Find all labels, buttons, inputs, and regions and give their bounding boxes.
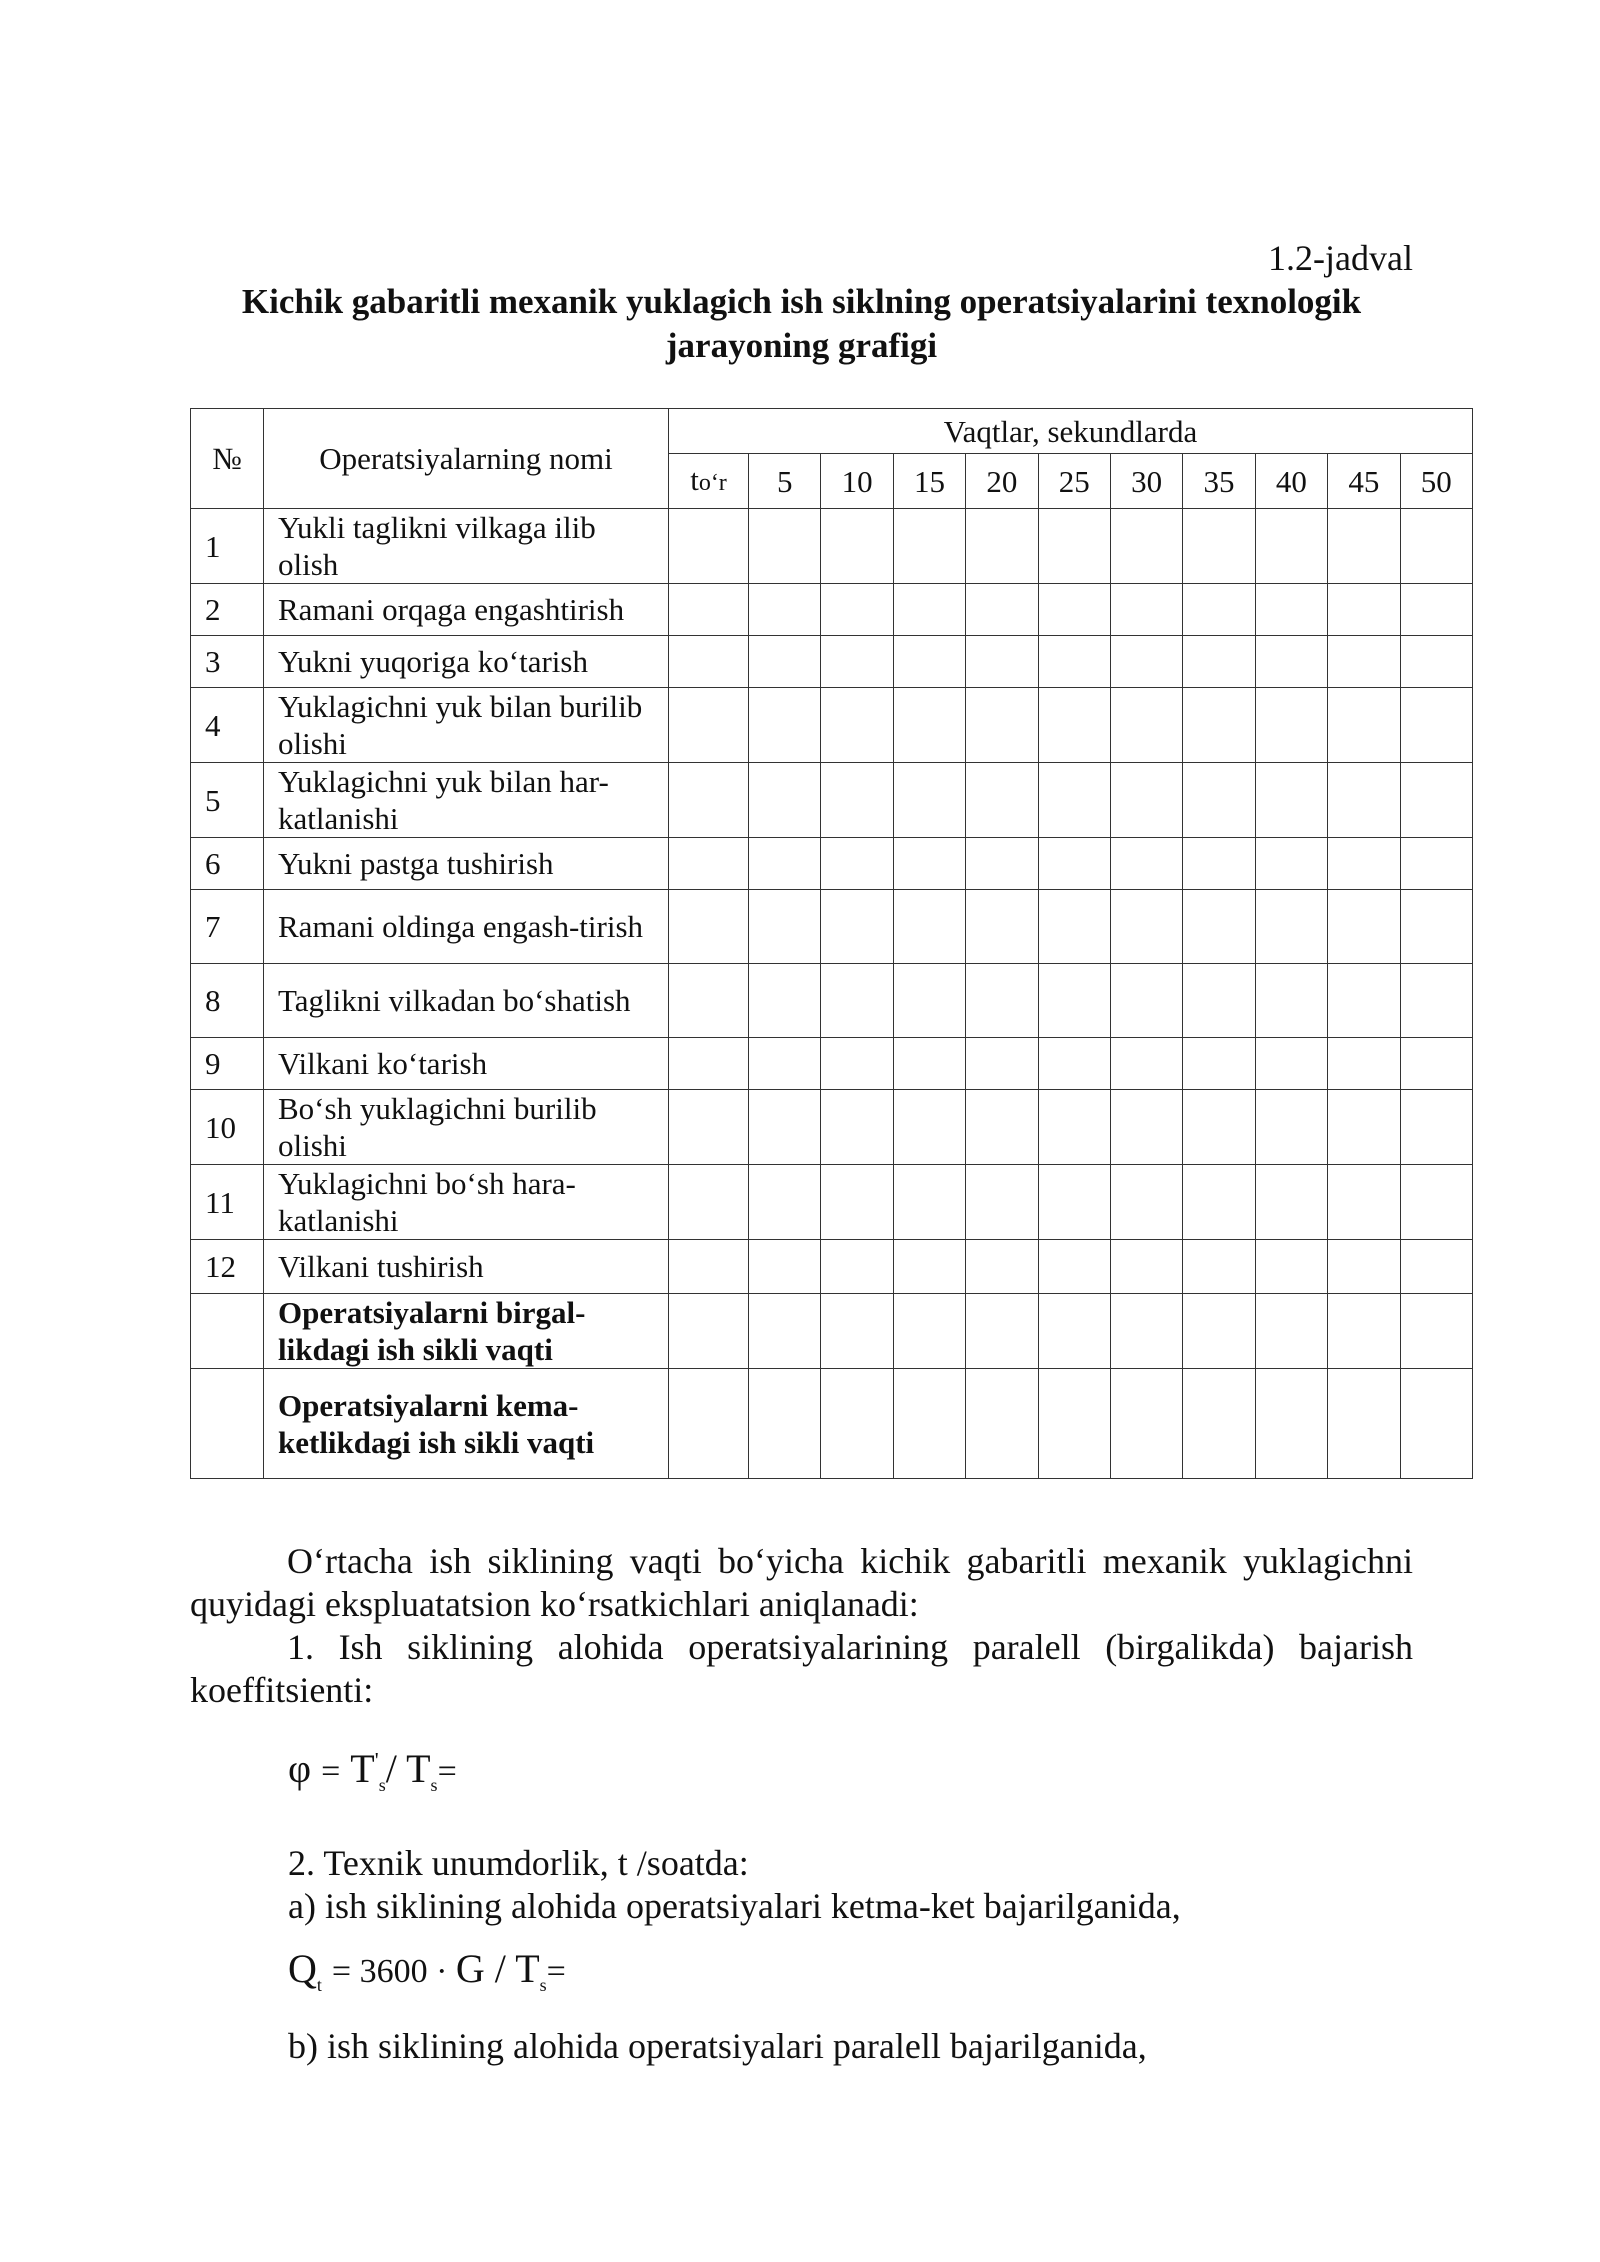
time-cell — [1400, 1369, 1472, 1479]
time-cell — [669, 584, 749, 636]
time-cell — [1038, 1165, 1110, 1240]
time-cell — [1038, 890, 1110, 964]
time-cell — [1110, 1240, 1182, 1294]
time-cell — [1110, 688, 1182, 763]
time-cell — [1400, 964, 1472, 1038]
time-cell — [893, 1294, 965, 1369]
time-cell — [1110, 1038, 1182, 1090]
operation-name: Ramani oldinga engash-tirish — [264, 890, 669, 964]
operation-name: Bo‘sh yuklagichni burilib olishi — [264, 1090, 669, 1165]
time-cell — [1183, 1294, 1255, 1369]
time-cell — [893, 763, 965, 838]
time-cell — [1400, 890, 1472, 964]
time-cell — [669, 838, 749, 890]
operation-name: Yuklagichni yuk bilan har-katlanishi — [264, 763, 669, 838]
s-subscript: s — [539, 1975, 547, 1995]
time-cell — [1328, 636, 1400, 688]
time-cell — [669, 1294, 749, 1369]
row-number: 7 — [191, 890, 264, 964]
time-cell — [1328, 584, 1400, 636]
time-cell — [966, 763, 1038, 838]
time-cell — [966, 509, 1038, 584]
time-cell — [966, 688, 1038, 763]
row-number-empty — [191, 1369, 264, 1479]
table-row — [191, 636, 1473, 688]
summary-row — [191, 1294, 1473, 1369]
time-cell — [1183, 763, 1255, 838]
time-cell — [821, 509, 893, 584]
time-cell — [966, 1038, 1038, 1090]
time-cell — [893, 1165, 965, 1240]
header-operation-name: Operatsiyalarning nomi — [264, 409, 669, 509]
time-cell — [821, 688, 893, 763]
time-cell — [821, 763, 893, 838]
summary-label: Operatsiyalarni birgal-likdagi ish sikli vaqti — [264, 1294, 669, 1369]
time-cell — [1183, 1165, 1255, 1240]
time-cell — [821, 636, 893, 688]
time-cell — [1038, 838, 1110, 890]
slash-symbol: / — [494, 1946, 506, 1991]
time-cell — [1400, 584, 1472, 636]
summary-row — [191, 1369, 1473, 1479]
time-cell — [1255, 1240, 1327, 1294]
time-cell — [1183, 964, 1255, 1038]
row-number: 9 — [191, 1038, 264, 1090]
time-cell — [669, 763, 749, 838]
table-row — [191, 584, 1473, 636]
time-cell — [1110, 1165, 1182, 1240]
time-cell — [1110, 509, 1182, 584]
table-row — [191, 1165, 1473, 1240]
row-number: 3 — [191, 636, 264, 688]
table-title-line2: jarayoning grafigi — [665, 326, 938, 365]
t-symbol: T — [515, 1946, 540, 1991]
time-cell — [1255, 1165, 1327, 1240]
time-cell — [893, 964, 965, 1038]
time-cell — [1400, 509, 1472, 584]
time-cell — [749, 1165, 821, 1240]
time-cell — [1038, 1369, 1110, 1479]
time-cell — [1328, 1038, 1400, 1090]
time-cell — [966, 584, 1038, 636]
operation-name: Vilkani ko‘tarish — [264, 1038, 669, 1090]
time-cell — [1110, 763, 1182, 838]
header-number: № — [191, 409, 264, 509]
time-cell — [1255, 838, 1327, 890]
time-cell — [821, 964, 893, 1038]
time-cell — [1183, 890, 1255, 964]
time-cell — [669, 636, 749, 688]
time-cell — [1038, 584, 1110, 636]
time-cell — [1038, 1294, 1110, 1369]
time-cell — [893, 1090, 965, 1165]
time-cell — [1255, 763, 1327, 838]
time-cell — [749, 1240, 821, 1294]
time-cell — [1038, 1038, 1110, 1090]
s-subscript: s — [378, 1775, 386, 1795]
time-cell — [893, 584, 965, 636]
paragraph-item2a: a) ish siklining alohida operatsiyalari ketma-ket bajarilganida, — [288, 1886, 1181, 1926]
time-cell — [1400, 688, 1472, 763]
time-cell — [966, 1240, 1038, 1294]
formula-q — [288, 1945, 566, 1996]
time-cell — [821, 1165, 893, 1240]
time-cell — [1038, 964, 1110, 1038]
time-cell — [1400, 1038, 1472, 1090]
phi-symbol: φ — [288, 1746, 312, 1791]
row-number: 12 — [191, 1240, 264, 1294]
time-cell — [1328, 509, 1400, 584]
s-subscript: s — [430, 1775, 438, 1795]
table-title — [190, 280, 1413, 368]
t-symbol: T — [350, 1746, 375, 1791]
time-cell — [1255, 1038, 1327, 1090]
g-symbol: G — [455, 1946, 485, 1991]
time-cell — [821, 1369, 893, 1479]
table-row — [191, 1240, 1473, 1294]
time-cell — [893, 636, 965, 688]
time-cell — [893, 838, 965, 890]
t-subscript: t — [316, 1975, 322, 1995]
time-cell — [966, 1165, 1038, 1240]
time-cell — [893, 1038, 965, 1090]
header-tick: 35 — [1183, 454, 1255, 509]
table-row — [191, 763, 1473, 838]
time-cell — [1110, 1369, 1182, 1479]
time-cell — [966, 1369, 1038, 1479]
time-cell — [749, 763, 821, 838]
time-cell — [1255, 1090, 1327, 1165]
equals-sign: = — [321, 1753, 341, 1790]
row-number: 4 — [191, 688, 264, 763]
time-cell — [1110, 584, 1182, 636]
time-cell — [1255, 1369, 1327, 1479]
table-row — [191, 688, 1473, 763]
time-cell — [1328, 964, 1400, 1038]
time-cell — [1255, 584, 1327, 636]
table-row — [191, 1038, 1473, 1090]
header-tick: 40 — [1255, 454, 1327, 509]
paragraph-item1: 1. Ish siklining alohida operatsiyalarining paralell (birgalikda) bajarish koeffitsienti: — [190, 1627, 1413, 1710]
time-cell — [749, 838, 821, 890]
row-number: 1 — [191, 509, 264, 584]
time-cell — [1400, 1165, 1472, 1240]
table-title-line1: Kichik gabaritli mexanik yuklagich ish siklning operatsiyalarini texnologik — [241, 282, 1362, 321]
header-tick: 10 — [821, 454, 893, 509]
time-cell — [821, 584, 893, 636]
time-cell — [1328, 688, 1400, 763]
row-number: 11 — [191, 1165, 264, 1240]
formula-phi — [288, 1745, 457, 1796]
time-cell — [821, 1038, 893, 1090]
time-cell — [1110, 964, 1182, 1038]
time-cell — [1110, 838, 1182, 890]
time-cell — [1255, 964, 1327, 1038]
table-reference: 1.2-jadval — [1268, 238, 1413, 278]
time-cell — [1183, 1369, 1255, 1479]
header-tick: 20 — [966, 454, 1038, 509]
time-cell — [749, 1038, 821, 1090]
time-cell — [1328, 1294, 1400, 1369]
time-cell — [669, 1090, 749, 1165]
time-cell — [749, 584, 821, 636]
table-row — [191, 838, 1473, 890]
time-cell — [821, 890, 893, 964]
time-cell — [669, 1038, 749, 1090]
time-cell — [966, 1294, 1038, 1369]
header-tick: 15 — [893, 454, 965, 509]
row-number-empty — [191, 1294, 264, 1369]
time-cell — [966, 890, 1038, 964]
time-cell — [1038, 636, 1110, 688]
time-cell — [1328, 1369, 1400, 1479]
time-cell — [1255, 509, 1327, 584]
header-tick: 5 — [749, 454, 821, 509]
paragraph-item2: 2. Texnik unumdorlik, t /soatda: — [288, 1843, 749, 1883]
paragraph-item2b: b) ish siklining alohida operatsiyalari paralell bajarilganida, — [288, 2026, 1147, 2066]
time-cell — [749, 509, 821, 584]
time-cell — [966, 964, 1038, 1038]
time-cell — [1328, 1240, 1400, 1294]
tor-subscript: o‘r — [698, 469, 727, 496]
operations-time-table — [190, 408, 1473, 1479]
header-tor — [669, 454, 749, 509]
time-cell — [749, 1294, 821, 1369]
table-row — [191, 509, 1473, 584]
time-cell — [893, 1369, 965, 1479]
time-cell — [749, 1090, 821, 1165]
time-cell — [669, 509, 749, 584]
time-cell — [669, 890, 749, 964]
header-time-group: Vaqtlar, sekundlarda — [669, 409, 1473, 454]
operation-name: Yukni yuqoriga ko‘tarish — [264, 636, 669, 688]
time-cell — [749, 890, 821, 964]
time-cell — [749, 636, 821, 688]
time-cell — [669, 964, 749, 1038]
time-cell — [1183, 584, 1255, 636]
row-number: 2 — [191, 584, 264, 636]
time-cell — [1110, 1294, 1182, 1369]
time-cell — [1183, 838, 1255, 890]
operation-name: Yuklagichni bo‘sh hara-katlanishi — [264, 1165, 669, 1240]
time-cell — [669, 1165, 749, 1240]
operation-name: Yukni pastga tushirish — [264, 838, 669, 890]
time-cell — [821, 1240, 893, 1294]
time-cell — [1183, 509, 1255, 584]
time-cell — [893, 509, 965, 584]
time-cell — [1400, 1240, 1472, 1294]
time-cell — [1328, 1165, 1400, 1240]
time-cell — [749, 964, 821, 1038]
table-row — [191, 964, 1473, 1038]
time-cell — [669, 688, 749, 763]
time-cell — [1255, 688, 1327, 763]
equals-sign: = — [546, 1953, 566, 1990]
row-number: 5 — [191, 763, 264, 838]
time-cell — [669, 1240, 749, 1294]
time-cell — [1400, 763, 1472, 838]
row-number: 10 — [191, 1090, 264, 1165]
row-number: 8 — [191, 964, 264, 1038]
time-cell — [893, 890, 965, 964]
time-cell — [821, 1294, 893, 1369]
time-cell — [1038, 509, 1110, 584]
operation-name: Yukli taglikni vilkaga ilib olish — [264, 509, 669, 584]
operation-name: Taglikni vilkadan bo‘shatish — [264, 964, 669, 1038]
time-cell — [669, 1369, 749, 1479]
time-cell — [1038, 763, 1110, 838]
time-cell — [1038, 1240, 1110, 1294]
formula-constant: = 3600 · — [331, 1953, 456, 1990]
time-cell — [1255, 1294, 1327, 1369]
time-cell — [1400, 1294, 1472, 1369]
slash-symbol: / — [385, 1746, 397, 1791]
time-cell — [1110, 890, 1182, 964]
time-cell — [1328, 1090, 1400, 1165]
time-cell — [1255, 890, 1327, 964]
time-cell — [821, 1090, 893, 1165]
table-row — [191, 890, 1473, 964]
table-row — [191, 1090, 1473, 1165]
time-cell — [966, 838, 1038, 890]
time-cell — [893, 1240, 965, 1294]
equals-sign: = — [437, 1753, 457, 1790]
time-cell — [966, 636, 1038, 688]
t-symbol: T — [406, 1746, 431, 1791]
time-cell — [1038, 1090, 1110, 1165]
time-cell — [1328, 890, 1400, 964]
time-cell — [1400, 1090, 1472, 1165]
time-cell — [1038, 688, 1110, 763]
operation-name: Vilkani tushirish — [264, 1240, 669, 1294]
time-cell — [1183, 1090, 1255, 1165]
time-cell — [749, 688, 821, 763]
header-tick: 25 — [1038, 454, 1110, 509]
time-cell — [893, 688, 965, 763]
tor-base: t — [690, 461, 699, 497]
operation-name: Ramani orqaga engashtirish — [264, 584, 669, 636]
header-tick: 45 — [1328, 454, 1400, 509]
prime-symbol: ' — [374, 1747, 379, 1773]
time-cell — [1255, 636, 1327, 688]
time-cell — [1328, 763, 1400, 838]
time-cell — [749, 1369, 821, 1479]
operation-name: Yuklagichni yuk bilan burilib olishi — [264, 688, 669, 763]
time-cell — [821, 838, 893, 890]
header-tick: 30 — [1110, 454, 1182, 509]
time-cell — [1183, 636, 1255, 688]
time-cell — [1183, 688, 1255, 763]
paragraph-intro: O‘rtacha ish siklining vaqti bo‘yicha kichik gabaritli mexanik yuklagichni quyidagi ekspluatatsion ko‘rsatkichlari aniqlanadi: — [190, 1541, 1413, 1624]
time-cell — [1183, 1038, 1255, 1090]
row-number: 6 — [191, 838, 264, 890]
time-cell — [1183, 1240, 1255, 1294]
time-cell — [1110, 1090, 1182, 1165]
summary-label: Operatsiyalarni kema-ketlikdagi ish sikli vaqti — [264, 1369, 669, 1479]
time-cell — [1110, 636, 1182, 688]
time-cell — [1400, 838, 1472, 890]
time-cell — [966, 1090, 1038, 1165]
time-cell — [1328, 838, 1400, 890]
time-cell — [1400, 636, 1472, 688]
header-tick: 50 — [1400, 454, 1472, 509]
q-symbol: Q — [288, 1946, 317, 1991]
